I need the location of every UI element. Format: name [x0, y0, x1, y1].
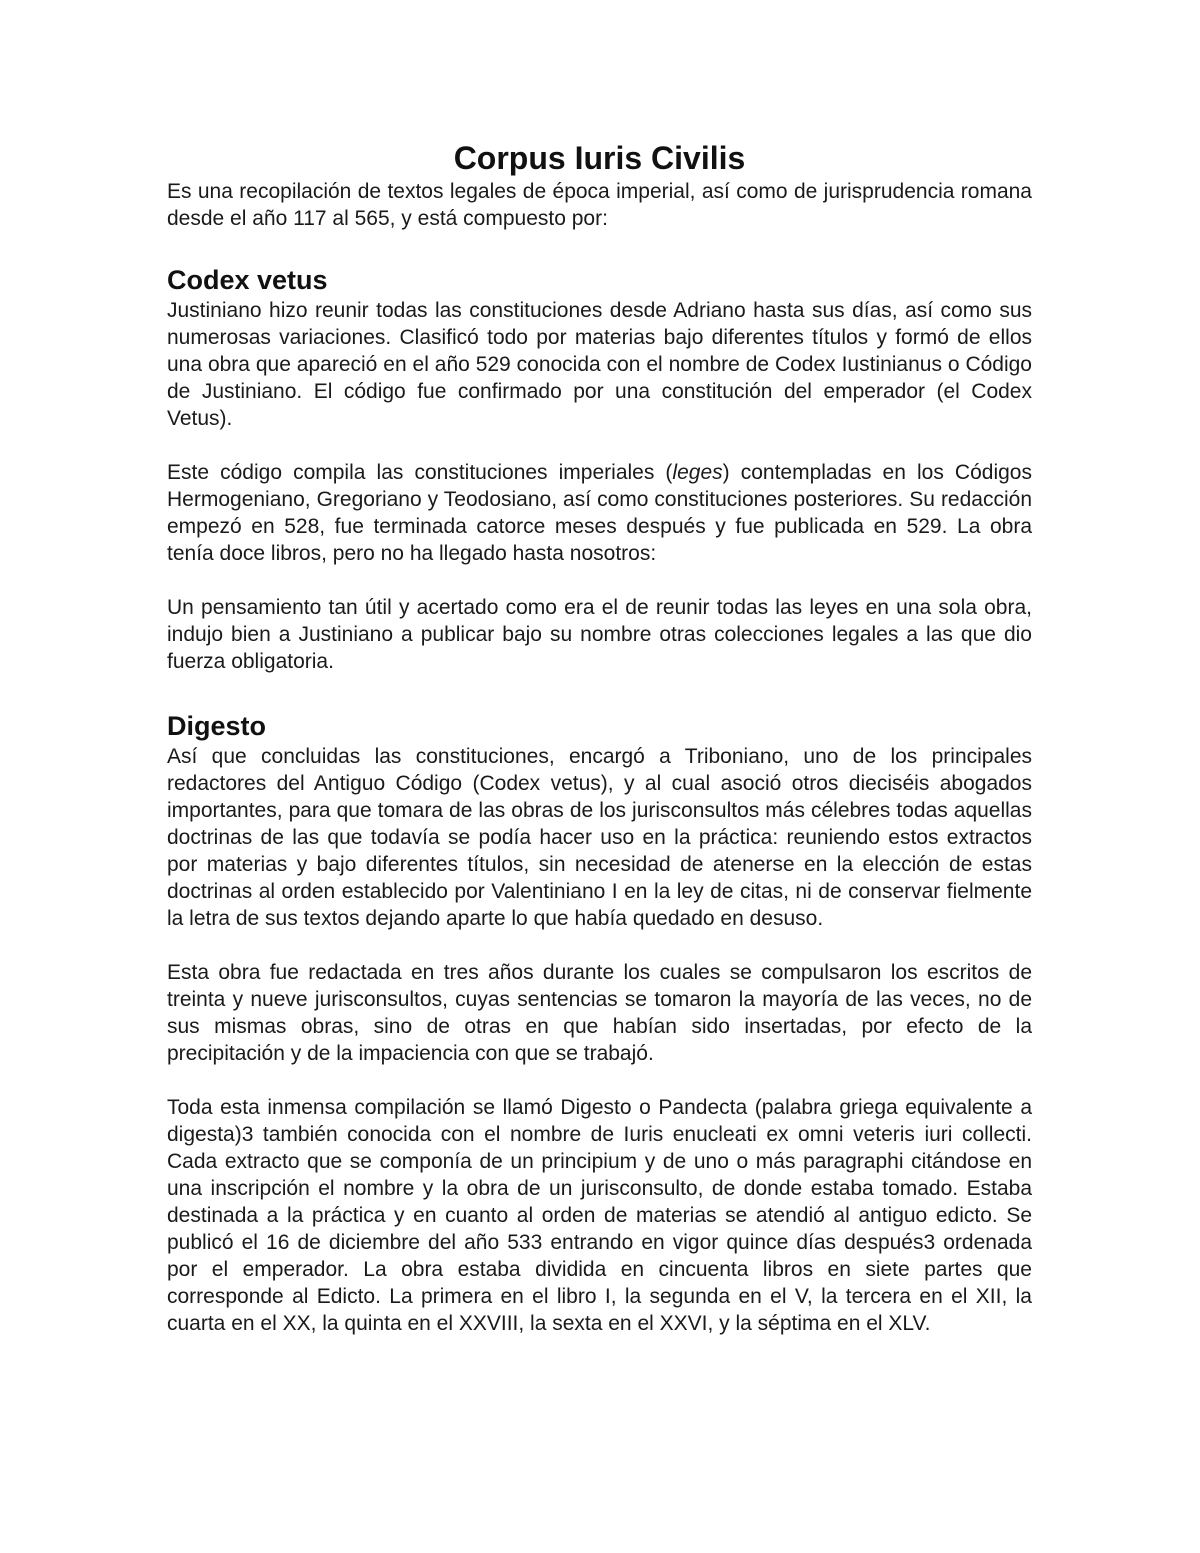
leges-italic: leges	[672, 461, 723, 484]
digesto-paragraph-3: Toda esta inmensa compilación se llamó Digesto o Pandecta (palabra griega equivalente a digesta)3 también conocida con el nombre de Iuris enucleati ex omni veteris iuri collecti. Cada extracto que se componía de un principium y de uno o más paragraphi citándose en una inscripción el nombre y la obra de un jurisconsulto, de donde estaba tomado. Estaba destinada a la práctica y en cuanto al orden de materias se atendió al antiguo edicto. Se publicó el 16 de diciembre del año 533 entrando en vigor quince días después3 ordenada por el emperador. La obra estaba dividida en cincuenta libros en siete partes que corresponde al Edicto. La primera en el libro I, la segunda en el V, la tercera en el XII, la cuarta en el XX, la quinta en el XXVIII, la sexta en el XXVI, y la séptima en el XLV.	[167, 1096, 1032, 1335]
section-heading-codex-vetus: Codex vetus	[167, 265, 328, 295]
codex-paragraph-2	[167, 459, 1032, 567]
section-heading-digesto: Digesto	[167, 711, 267, 741]
codex-paragraph-1: Justiniano hizo reunir todas las constituciones desde Adriano hasta sus días, así como sus numerosas variaciones. Clasificó todo por materias bajo diferentes títulos y formó de ellos una obra que apareció en el año 529 conocida con el nombre de Codex Iustinianus o Código de Justiniano. El código fue confirmado por una constitución del emperador (el Codex Vetus).	[167, 299, 1032, 430]
paragraph-spacer	[167, 432, 1032, 459]
document-page	[167, 138, 1032, 1337]
intro-paragraph: Es una recopilación de textos legales de época imperial, así como de jurisprudencia romana desde el año 117 al 565, y está compuesto por:	[167, 180, 1032, 230]
codex-paragraph-3: Un pensamiento tan útil y acertado como era el de reunir todas las leyes en una sola obra, indujo bien a Justiniano a publicar bajo su nombre otras colecciones legales a las que dio fuerza obligatoria.	[167, 596, 1032, 673]
codex-paragraph-2-after: ) contempladas en los Códigos Hermogeniano, Gregoriano y Teodosiano, así como constituciones posteriores. Su redacción empezó en 528, fue terminada catorce meses después y fue publicada en 529. La obra tenía doce libros, pero no ha llegado hasta nosotros:	[167, 461, 1032, 565]
digesto-paragraph-2: Esta obra fue redactada en tres años durante los cuales se compulsaron los escritos de treinta y nueve jurisconsultos, cuyas sentencias se tomaron la mayoría de las veces, no de sus mismas obras, sino de otras en que habían sido insertadas, por efecto de la precipitación y de la impaciencia con que se trabajó.	[167, 961, 1032, 1065]
paragraph-spacer	[167, 1067, 1032, 1094]
paragraph-spacer	[167, 567, 1032, 594]
document-title: Corpus Iuris Civilis	[453, 140, 746, 176]
paragraph-spacer	[167, 932, 1032, 959]
codex-paragraph-2-before: Este código compila las constituciones imperiales (	[167, 461, 673, 484]
digesto-paragraph-1: Así que concluidas las constituciones, encargó a Triboniano, uno de los principales redactores del Antiguo Código (Codex vetus), y al cual asoció otros dieciséis abogados importantes, para que tomara de las obras de los jurisconsultos más célebres todas aquellas doctrinas de las que todavía se podía hacer uso en la práctica: reuniendo estos extractos por materias y bajo diferentes títulos, sin necesidad de atenerse en la elección de estas doctrinas al orden establecido por Valentiniano I en la ley de citas, ni de conservar fielmente la letra de sus textos dejando aparte lo que había quedado en desuso.	[167, 745, 1032, 930]
